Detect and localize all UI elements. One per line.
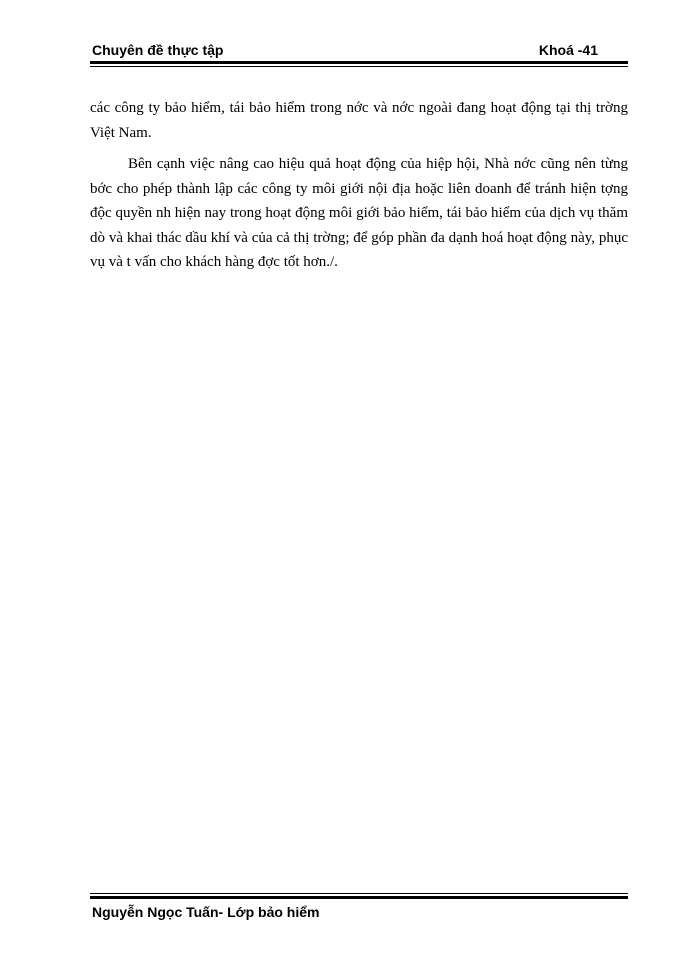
body-text (90, 96, 628, 275)
header-course: Khoá -41 (538, 42, 598, 58)
header-rule-thick (90, 61, 628, 64)
footer-rule-thin (90, 893, 628, 894)
footer-author: Nguyễn Ngọc Tuấn- Lớp bảo hiểm (92, 904, 320, 920)
footer-rule-thick (90, 896, 628, 899)
header-rule-thin (90, 66, 628, 67)
page-header (90, 40, 628, 60)
header-title: Chuyên đề thực tập (92, 42, 224, 58)
paragraph-2: Bên cạnh việc nâng cao hiệu quả hoạt động của hiệp hội, Nhà nớc cũng nên từng bớc cho phép thành lập các công ty môi giới nội địa hoặc liên doanh để tránh hiện tợng độc quyền nh hiện nay trong hoạt động môi giới bảo hiểm, tái bảo hiểm của dịch vụ thăm dò và khai thác dầu khí và của cả thị trờng; để góp phần đa dạnh hoá hoạt động này, phục vụ và t vấn cho khách hàng đợc tốt hơn./. (90, 156, 628, 270)
paragraph-1: các công ty bảo hiểm, tái bảo hiểm trong nớc và nớc ngoài đang hoạt động tại thị trờng Việt Nam. (90, 100, 628, 141)
